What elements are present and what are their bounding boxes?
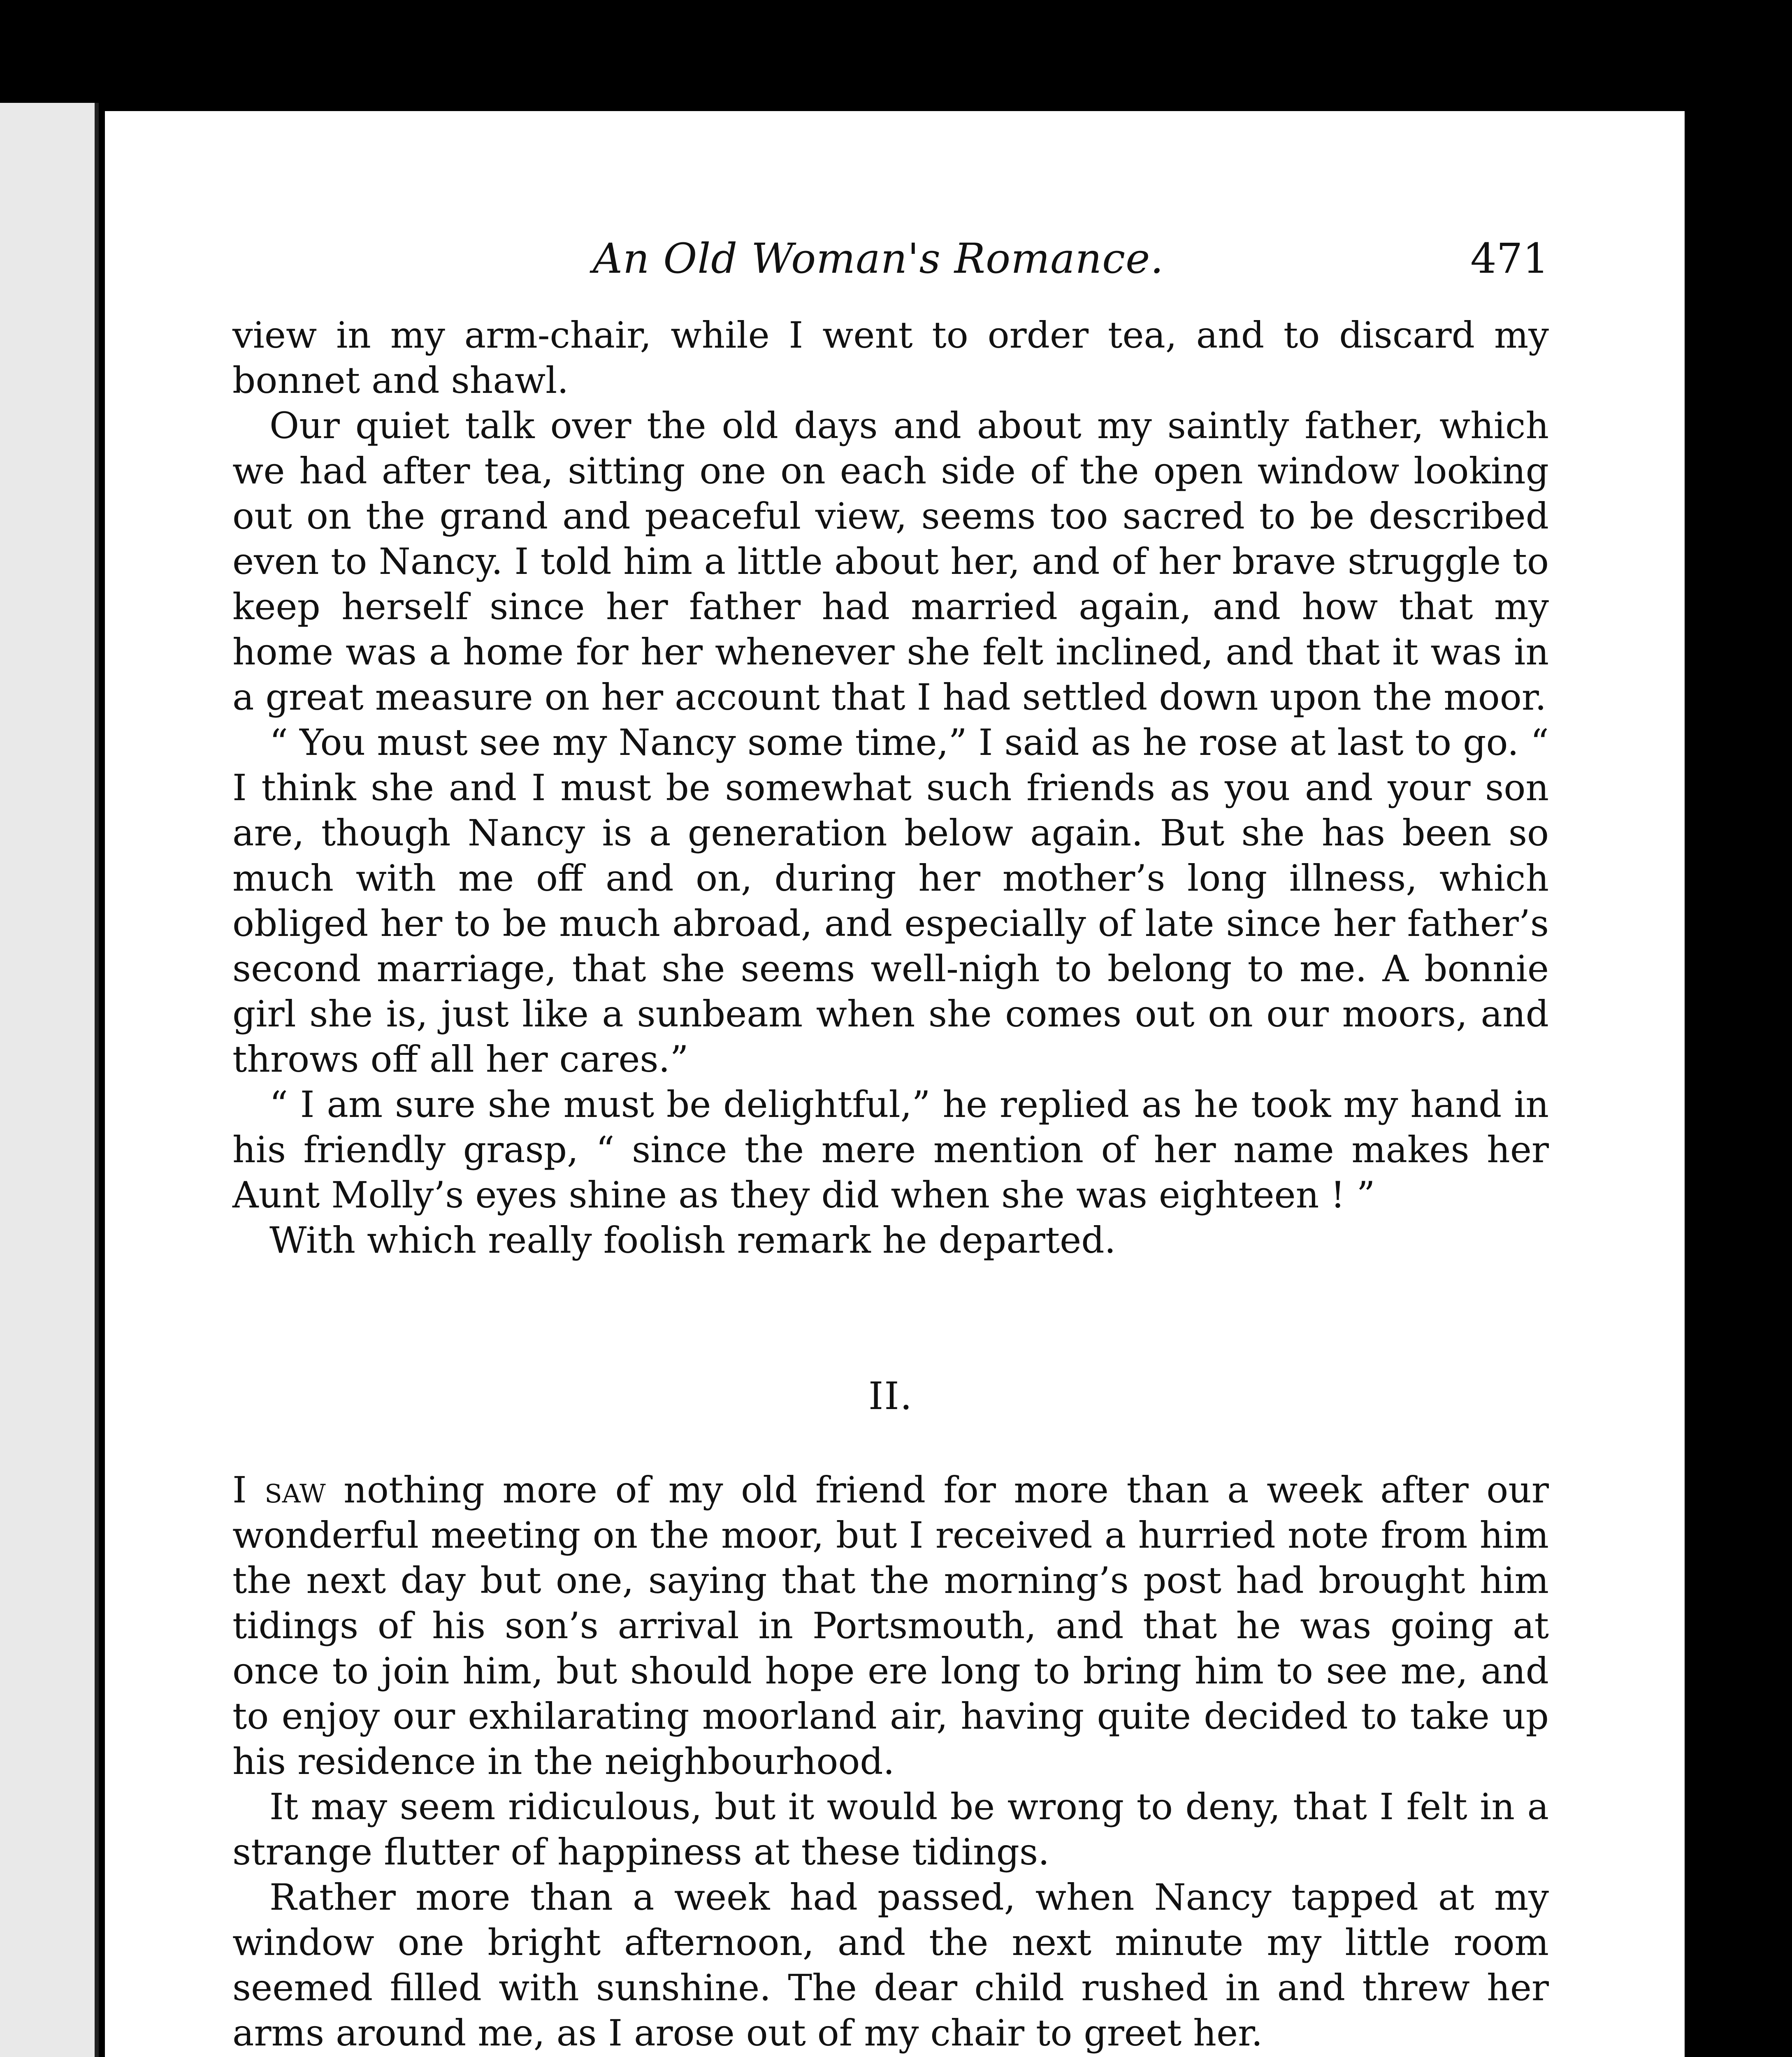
book-page [105,111,1685,2057]
opening-smallcaps: saw [265,1469,326,1511]
opening-initial: I [232,1469,247,1511]
running-title: An Old Woman's Romance. [592,234,1164,283]
page-content [232,234,1549,2057]
facing-page-edge [0,103,99,2057]
paragraph: With which really foolish remark he departed. [269,1219,1116,1261]
paragraph: Our quiet talk over the old days and about my saintly father, which we had after tea, sitting one on each side of the open window looking out on the grand and peaceful view, seems too sacred to be described even to Nancy. I told him a little about her, and of her brave struggle to keep herself since her father had married again, and how that my home was a home for her whenever she felt inclined, and that it was in a great measure on her account that I had settled down upon the moor. [232,404,1549,718]
section-heading: II. [868,1374,913,1418]
section-opening-paragraph [232,1467,1549,1784]
paragraph: It may seem ridiculous, but it would be wrong to deny, that I felt in a strange flutter of happiness at these tidings. [232,1785,1549,1873]
running-head [232,234,1549,296]
page-number: 471 [1470,234,1549,283]
paragraph: Rather more than a week had passed, when Nancy tapped at my window one bright afternoon, and the next minute my little room seemed filled with sunshine. The dear child rushed in and threw her arms around me, as I arose out of my chair to greet her. [232,1876,1549,2054]
opening-rest: nothing more of my old friend for more than a week after our wonderful meeting on the moor, but I received a hurried note from him the next day but one, saying that the morning’s post had brought him tidings of his son’s arrival in Portsmouth, and that he was going at once to join him, but should hope ere long to bring him to see me, and to enjoy our exhilarating moorland air, having quite decided to take up his residence in the neighbourhood. [232,1469,1549,1783]
paragraph: “ I am sure she must be delightful,” he replied as he took my hand in his friendly grasp, “ since the mere mention of her name makes her Aunt Molly’s eyes shine as they did when she was eighteen ! ” [232,1083,1549,1216]
paragraph: “ You must see my Nancy some time,” I said as he rose at last to go. “ I think she and I must be somewhat such friends as you and your son are, though Nancy is a generation below again. But she has been so much with me off and on, during her mother’s long illness, which obliged her to be much abroad, and especially of late since her father’s second marriage, that she seems well-nigh to belong to me. A bonnie girl she is, just like a sunbeam when she comes out on our moors, and throws off all her cares.” [232,721,1549,1080]
paragraph: view in my arm-chair, while I went to order tea, and to discard my bonnet and shawl. [232,314,1549,402]
